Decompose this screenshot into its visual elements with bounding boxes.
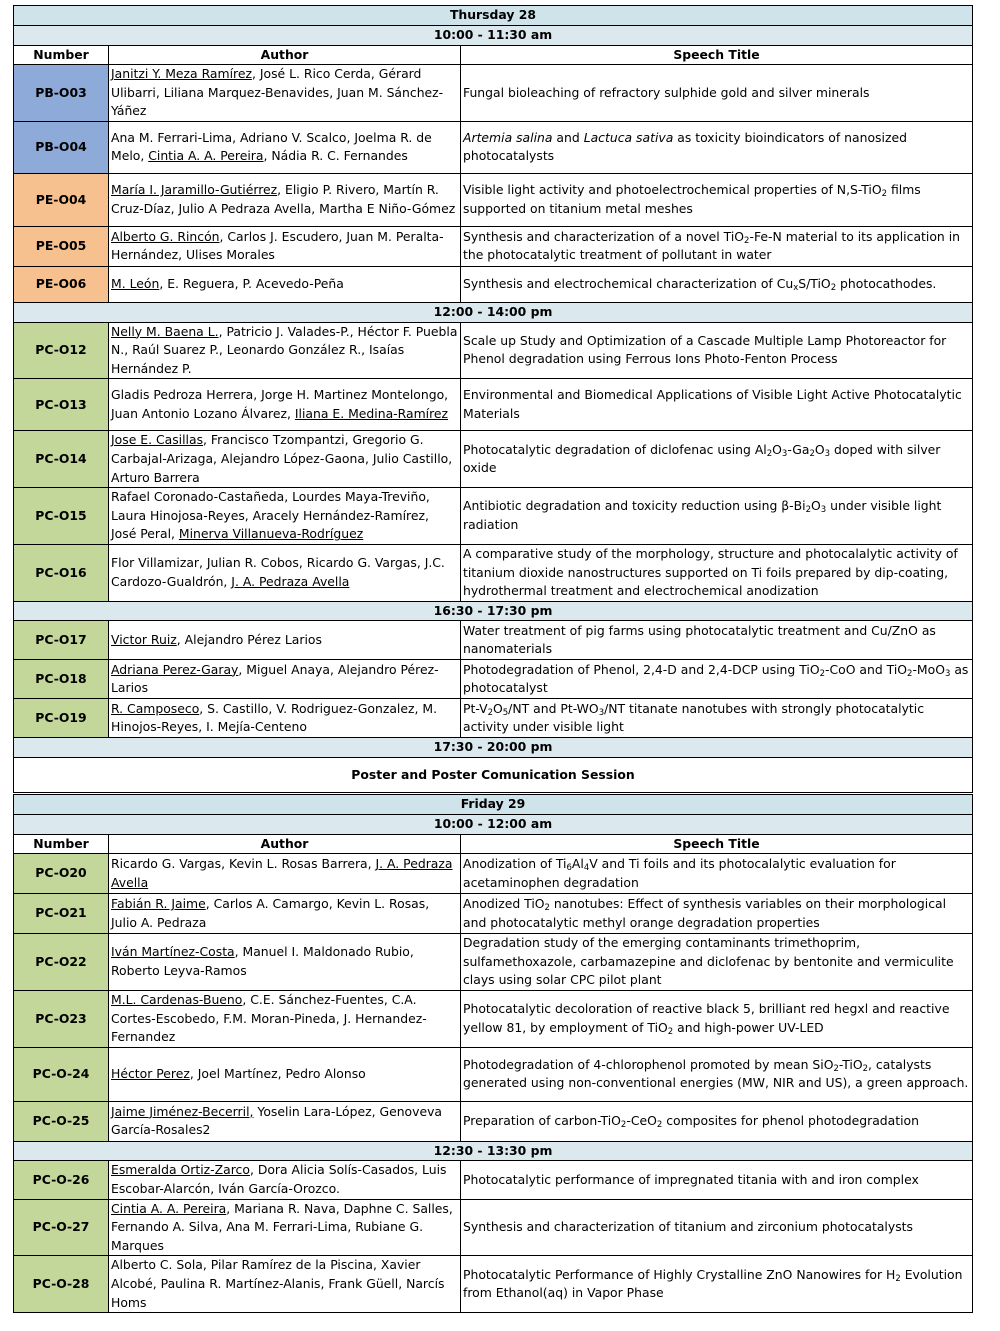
talk-authors [109, 173, 461, 226]
talk-number: PE-O06 [14, 266, 109, 302]
subscript: 2 [487, 707, 493, 718]
text-segment: O [492, 700, 503, 716]
species-name: Artemia salina [463, 129, 553, 145]
text-segment: O [814, 441, 825, 457]
talk-row-pc-o20 [14, 854, 973, 894]
text-segment: Pt-V [463, 700, 488, 716]
time-slot-row [14, 26, 973, 46]
talk-row-pc-o13 [14, 379, 973, 431]
presenter-name: Cintia A. A. Pereira [148, 148, 264, 164]
presenter-name: Janitzi Y. Meza Ramírez [111, 66, 252, 82]
text-segment: Photodegradation of 4-chlorophenol promoted by mean SiO [463, 1056, 834, 1072]
text-segment: V and Ti foils and its photocalalytic evaluation for acetaminophen degradation [463, 856, 896, 890]
text-segment: -CeO [626, 1112, 657, 1128]
talk-row-pb-o04 [14, 121, 973, 173]
time-slot-row [14, 738, 973, 758]
text-segment: Preparation of carbon-TiO [463, 1112, 621, 1128]
presenter-name: R. Camposeco [111, 700, 200, 716]
number-column-header: Number [14, 834, 109, 854]
text-segment: /NT titanate nanotubes with strongly photocatalytic activity under visible light [463, 700, 925, 735]
text-segment: Al [571, 856, 584, 872]
talk-authors [109, 1256, 461, 1313]
subscript: 3 [824, 448, 831, 459]
friday-schedule [13, 794, 972, 1313]
talk-title [461, 854, 973, 894]
presenter-name: M. León [111, 276, 160, 292]
talk-number: PC-O16 [14, 544, 109, 601]
talk-row-pc-o21 [14, 894, 973, 934]
text-segment: Evolution from Ethanol(aq) in Vapor Phase [463, 1266, 963, 1301]
text-segment: Ricardo G. Vargas, Kevin L. Rosas Barrera, [111, 856, 376, 872]
text-segment: O [811, 498, 821, 514]
text-segment: and [552, 129, 584, 145]
text-segment: Anodized TiO [463, 896, 545, 912]
text-segment: Visible light activity and photoelectrochemical properties of N,S-TiO [463, 182, 882, 198]
talk-number: PB-O03 [14, 65, 109, 122]
text-segment: Photocatalytic decoloration of reactive black 5, brilliant red hegxl and reactive yellow 81, by employment of TiO [463, 1001, 950, 1035]
subscript: 2 [656, 1119, 663, 1130]
talk-number: PC-O-28 [14, 1256, 109, 1313]
talk-title [461, 266, 973, 302]
talk-title [461, 379, 973, 431]
talk-title [461, 894, 973, 934]
talk-authors [109, 121, 461, 173]
presenter-name: Alberto G. Rincón [111, 228, 220, 244]
talk-row-pe-o05 [14, 226, 973, 266]
time-slot: 17:30 - 20:00 pm [14, 738, 973, 758]
text-segment: Synthesis and characterization of a novel TiO [463, 228, 745, 244]
talk-authors [109, 431, 461, 488]
text-segment: Alberto C. Sola, Pilar Ramírez de la Piscina, Xavier Alcobé, Paulina R. Martínez-Alanis, Frank Güell, Narcís Homs [111, 1257, 445, 1310]
talk-title [461, 322, 973, 379]
talk-authors [109, 65, 461, 122]
talk-row-pc-o15 [14, 488, 973, 545]
subscript: 2 [766, 448, 773, 459]
text-segment: /NT and Pt-WO [508, 700, 599, 716]
text-segment: Fungal bioleaching of refractory sulphide gold and silver minerals [463, 84, 870, 100]
time-slot: 10:00 - 11:30 am [14, 26, 973, 46]
talk-title [461, 173, 973, 226]
text-segment: Photocatalytic degradation of diclofenac using Al [463, 441, 767, 457]
subscript: 2 [895, 1273, 901, 1284]
text-segment: -TiO [838, 1056, 863, 1072]
text-segment: , S. Castillo, V. Rodriguez-Gonzalez, M. Hinojos-Reyes, I. Mejía-Centeno [111, 700, 438, 735]
text-segment: , Nádia R. C. Fernandes [263, 148, 408, 164]
talk-title [461, 226, 973, 266]
text-segment: nanotubes: Effect of synthesis variables on their morphological and photocatalytic methyl orange degradation properties [463, 896, 947, 930]
talk-authors [109, 488, 461, 545]
talk-title [461, 431, 973, 488]
talk-row-pc-o19 [14, 699, 973, 738]
talk-number: PC-O13 [14, 379, 109, 431]
talk-number: PC-O-26 [14, 1161, 109, 1199]
schedule-table [13, 5, 973, 793]
text-segment: Flor Villamizar, Julian R. Cobos, Ricardo G. Vargas, J.C. Cardozo-Gualdrón, [111, 555, 445, 589]
talk-authors [109, 266, 461, 302]
talk-authors [109, 322, 461, 379]
talk-title [461, 699, 973, 738]
talk-number: PB-O04 [14, 121, 109, 173]
poster-session-label: Poster and Poster Comunication Session [14, 757, 973, 792]
talk-title [461, 990, 973, 1047]
text-segment: composites for phenol photodegradation [662, 1112, 919, 1128]
talk-title [461, 934, 973, 991]
presenter-name: M.L. Cardenas-Bueno [111, 991, 243, 1007]
presenter-name: Jose E. Casillas [111, 432, 204, 448]
text-segment: O [772, 441, 782, 457]
talk-number: PC-O14 [14, 431, 109, 488]
talk-row-pc-o-28 [14, 1256, 973, 1313]
text-segment: doped with silver oxide [463, 441, 941, 476]
time-slot: 16:30 - 17:30 pm [14, 601, 973, 621]
day-header-row [14, 6, 973, 26]
schedule-table [13, 794, 973, 1313]
text-segment: , E. Reguera, P. Acevedo-Peña [159, 276, 344, 292]
subscript: 2 [667, 1026, 674, 1037]
presenter-name: Adriana Perez-Garay [111, 661, 239, 677]
text-segment: , José L. Rico Cerda, Gérard Ulibarri, Liliana Marquez-Benavides, Juan M. Sánchez-Yáñez [111, 66, 444, 119]
talk-authors [109, 1161, 461, 1199]
talk-number: PC-O12 [14, 322, 109, 379]
subscript: 3 [781, 448, 788, 459]
subscript: 2 [907, 668, 913, 679]
text-segment: Yoselin Lara-López, Genoveva García-Rosales2 [111, 1103, 443, 1138]
talk-row-pc-o-25 [14, 1101, 973, 1141]
talk-row-pc-o14 [14, 431, 973, 488]
presenter-name: Fabián R. Jaime [111, 896, 206, 912]
talk-row-pe-o06 [14, 266, 973, 302]
time-slot: 10:00 - 12:00 am [14, 815, 973, 835]
talk-title [461, 1047, 973, 1101]
text-segment: , Carlos A. Camargo, Kevin L. Rosas, Julio A. Pedraza [111, 896, 430, 930]
speech-title-column-header: Speech Title [461, 45, 973, 65]
talk-row-pc-o17 [14, 621, 973, 660]
text-segment: as photocatalyst [463, 661, 969, 696]
author-column-header: Author [109, 834, 461, 854]
text-segment: , catalysts generated using non-conventional energies (MW, NIR and US), a green approach. [463, 1056, 969, 1091]
presenter-name: Esmeralda Ortiz-Zarco [111, 1162, 250, 1178]
time-slot-row [14, 1141, 973, 1161]
text-segment: , Joel Martínez, Pedro Alonso [189, 1065, 366, 1081]
text-segment: Synthesis and characterization of titanium and zirconium photocatalysts [463, 1219, 913, 1235]
text-segment: Photocatalytic Performance of Highly Crystalline ZnO Nanowires for H [463, 1266, 896, 1282]
subscript: 2 [830, 283, 837, 294]
talk-number: PE-O05 [14, 226, 109, 266]
time-slot-row [14, 601, 973, 621]
talk-row-pc-o18 [14, 660, 973, 699]
talk-row-pc-o23 [14, 990, 973, 1047]
talk-title [461, 1256, 973, 1313]
number-column-header: Number [14, 45, 109, 65]
presenter-name: Iliana E. Medina-Ramírez [294, 405, 449, 421]
talk-number: PC-O15 [14, 488, 109, 545]
text-segment: , Patricio J. Valades-P., Héctor F. Puebla N., Raúl Suarez P., Leonardo González R., Isaías Hernández P. [111, 323, 458, 376]
talk-number: PC-O19 [14, 699, 109, 738]
talk-number: PC-O17 [14, 621, 109, 660]
text-segment: , Mariana R. Nava, Daphne C. Salles, Fernando A. Silva, Ana M. Ferrari-Lima, Rubiane G. Marques [111, 1200, 453, 1253]
talk-authors [109, 544, 461, 601]
subscript: x [793, 283, 799, 294]
subscript: 2 [819, 668, 825, 679]
talk-title [461, 621, 973, 660]
subscript: 6 [566, 863, 572, 874]
text-segment: Environmental and Biomedical Applications of Visible Light Active Photocatalytic Materials [463, 387, 962, 421]
text-segment: Antibiotic degradation and toxicity reduction using β-Bi [463, 498, 806, 514]
presenter-name: Victor Ruiz [111, 631, 177, 647]
talk-title [461, 488, 973, 545]
text-segment: Anodization of Ti [463, 856, 567, 872]
talk-authors [109, 660, 461, 699]
presenter-name: Héctor Perez [111, 1065, 190, 1081]
talk-title [461, 121, 973, 173]
text-segment: films supported on titanium metal meshes [463, 182, 921, 216]
text-segment: , C.E. Sánchez-Fuentes, C.A. Cortes-Escobedo, F.M. Moran-Pineda, J. Hernandez-Fernandez [111, 991, 427, 1045]
text-segment: photocathodes. [836, 276, 937, 292]
talk-row-pc-o22 [14, 934, 973, 991]
talk-title [461, 1101, 973, 1141]
talk-authors [109, 621, 461, 660]
poster-session-row [14, 757, 973, 792]
text-segment: under visible light radiation [463, 498, 942, 533]
talk-number: PC-O22 [14, 934, 109, 991]
talk-row-pc-o-26 [14, 1161, 973, 1199]
speech-title-column-header: Speech Title [461, 834, 973, 854]
talk-authors [109, 699, 461, 738]
subscript: 2 [805, 505, 812, 516]
subscript: 3 [944, 668, 951, 679]
talk-row-pc-o12 [14, 322, 973, 379]
talk-row-pb-o03 [14, 65, 973, 122]
text-segment: , Manuel I. Maldonado Rubio, Roberto Leyva-Ramos [111, 944, 414, 979]
text-segment: Scale up Study and Optimization of a Cascade Multiple Lamp Photoreactor for Phenol degradation using Ferrous Ions Photo-Fenton Process [463, 332, 947, 367]
presenter-name: Nelly M. Baena L. [111, 323, 219, 339]
day-header-row [14, 795, 973, 815]
talk-authors [109, 379, 461, 431]
presenter-name: María I. Jaramillo-Gutiérrez [111, 182, 278, 198]
day-title: Thursday 28 [14, 6, 973, 26]
presenter-name: Iván Martínez-Costa [111, 944, 235, 960]
talk-number: PC-O-24 [14, 1047, 109, 1101]
text-segment: Photodegradation of Phenol, 2,4-D and 2,4-DCP using TiO [463, 661, 820, 677]
text-segment: -MoO [912, 661, 945, 677]
text-segment: Water treatment of pig farms using photocatalytic treatment and Cu/ZnO as nanomaterials [463, 622, 936, 657]
subscript: 2 [744, 235, 750, 246]
day-title: Friday 29 [14, 795, 973, 815]
talk-authors [109, 990, 461, 1047]
time-slot-row [14, 815, 973, 835]
text-segment: , Dora Alicia Solís-Casados, Luis Escobar-Alarcón, Iván García-Orozco. [111, 1162, 447, 1196]
text-segment: -Ga [787, 441, 810, 457]
text-segment: , Miguel Anaya, Alejandro Pérez-Larios [111, 661, 439, 696]
time-slot: 12:00 - 14:00 pm [14, 302, 973, 322]
talk-title [461, 544, 973, 601]
text-segment: , Eligio P. Rivero, Martín R. Cruz-Díaz, Julio A Pedraza Avella, Martha E Niño-Gómez [111, 182, 456, 216]
time-slot-row [14, 302, 973, 322]
text-segment: Rafael Coronado-Castañeda, Lourdes Maya-Treviño, Laura Hinojosa-Reyes, Aracely Hernández-Ramírez, José Peral, [111, 489, 430, 542]
presenter-name: J. A. Pedraza Avella [111, 856, 453, 890]
talk-authors [109, 1101, 461, 1141]
text-segment: , Alejandro Pérez Larios [176, 631, 322, 647]
talk-title [461, 1161, 973, 1199]
talk-authors [109, 934, 461, 991]
talk-number: PC-O-27 [14, 1199, 109, 1256]
text-segment: A comparative study of the morphology, structure and photocalalytic activity of titanium dioxide nanostructures supported on Ti foils prepared by dip-coating, hydrothermal treatment and electrochemical anodization [463, 545, 958, 599]
text-segment: Photocatalytic performance of impregnated titania with and iron complex [463, 1171, 919, 1187]
presenter-name: J. A. Pedraza Avella [231, 573, 350, 589]
subscript: 3 [820, 505, 827, 516]
text-segment: S/TiO [798, 276, 831, 292]
talk-authors [109, 854, 461, 894]
column-header-row [14, 834, 973, 854]
presenter-name: Cintia A. A. Pereira [111, 1200, 227, 1216]
text-segment: -Fe-N material to its application in the photocatalytic treatment of pollutant in water [463, 228, 961, 263]
column-header-row [14, 45, 973, 65]
talk-row-pc-o-24 [14, 1047, 973, 1101]
text-segment: and high-power UV-LED [673, 1019, 824, 1035]
subscript: 2 [862, 1063, 869, 1074]
subscript: 2 [809, 448, 815, 459]
text-segment: -CoO and TiO [825, 661, 908, 677]
talk-number: PC-O-25 [14, 1101, 109, 1141]
talk-row-pe-o04 [14, 173, 973, 226]
text-segment: Degradation study of the emerging contaminants trimethoprim, sulfamethoxazole, carbamazepine and diclofenac by bentonite and vermiculite clays using solar CPC pilot plant [463, 935, 954, 988]
subscript: 2 [881, 189, 888, 200]
presenter-name: Jaime Jiménez-Becerril, [111, 1103, 254, 1119]
subscript: 4 [583, 863, 590, 874]
talk-number: PC-O20 [14, 854, 109, 894]
subscript: 2 [544, 903, 550, 914]
text-segment: Synthesis and electrochemical characterization of Cu [463, 276, 794, 292]
species-name: Lactuca sativa [583, 129, 674, 145]
talk-number: PC-O21 [14, 894, 109, 934]
talk-number: PC-O18 [14, 660, 109, 699]
text-segment: Gladis Pedroza Herrera, Jorge H. Martinez Montelongo, Juan Antonio Lozano Álvarez, [111, 387, 449, 421]
talk-number: PC-O23 [14, 990, 109, 1047]
text-segment: Ana M. Ferrari-Lima, Adriano V. Scalco, Joelma R. de Melo, [111, 129, 432, 164]
text-segment: , Carlos J. Escudero, Juan M. Peralta-Hernández, Ulises Morales [111, 228, 444, 263]
time-slot: 12:30 - 13:30 pm [14, 1141, 973, 1161]
text-segment: as toxicity bioindicators of nanosized photocatalysts [463, 129, 907, 164]
talk-authors [109, 1199, 461, 1256]
subscript: 5 [502, 707, 509, 718]
talk-row-pc-o-27 [14, 1199, 973, 1256]
subscript: 3 [598, 707, 605, 718]
subscript: 2 [833, 1063, 839, 1074]
talk-title [461, 1199, 973, 1256]
subscript: 2 [620, 1119, 627, 1130]
talk-number: PE-O04 [14, 173, 109, 226]
presenter-name: Minerva Villanueva-Rodríguez [178, 526, 364, 542]
talk-authors [109, 226, 461, 266]
talk-authors [109, 894, 461, 934]
talk-title [461, 660, 973, 699]
talk-row-pc-o16 [14, 544, 973, 601]
thursday-schedule [13, 5, 972, 793]
talk-title [461, 65, 973, 122]
text-segment: , Francisco Tzompantzi, Gregorio G. Carbajal-Arizaga, Alejandro López-Gaona, Julio Castillo, Arturo Barrera [111, 432, 453, 485]
talk-authors [109, 1047, 461, 1101]
author-column-header: Author [109, 45, 461, 65]
